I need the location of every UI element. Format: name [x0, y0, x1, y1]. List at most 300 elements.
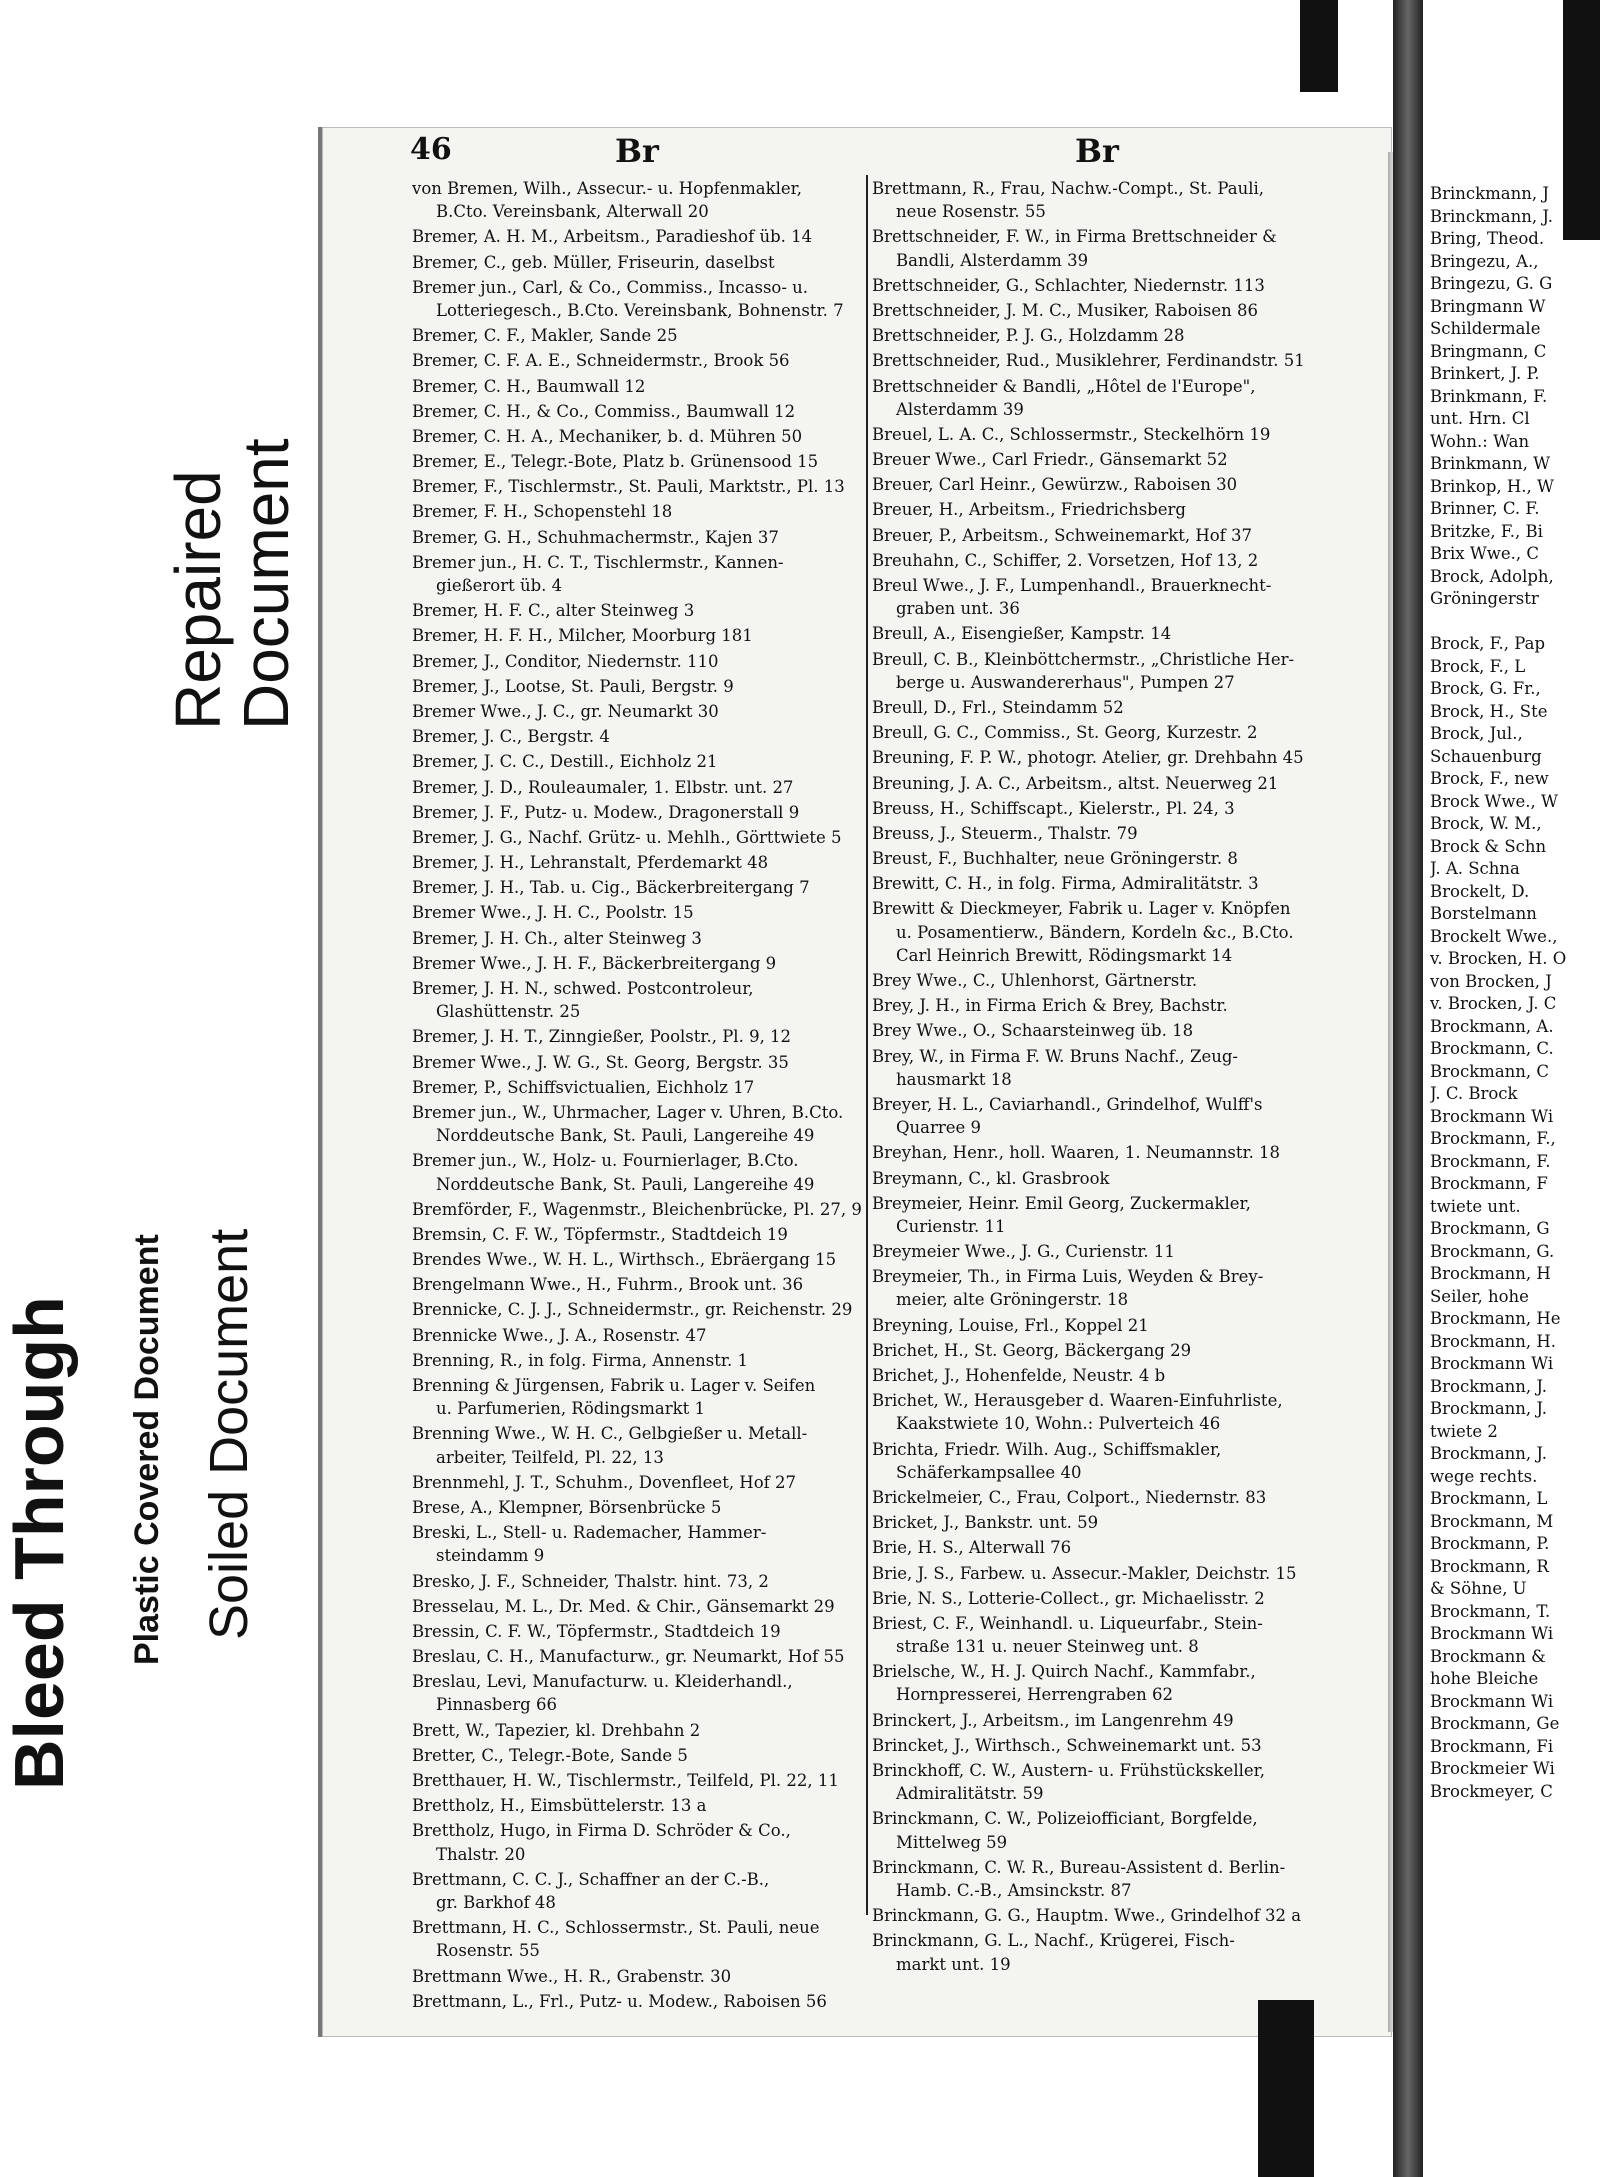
next-page-entry: Brock, Jul.,	[1430, 724, 1523, 743]
directory-entry	[872, 1364, 1330, 1387]
directory-entry	[872, 324, 1330, 347]
directory-entry	[872, 299, 1330, 322]
entry-line: Brenning & Jürgensen, Fabrik u. Lager v. Seifen	[412, 1376, 816, 1395]
directory-entry	[872, 994, 1330, 1017]
entry-line: B.Cto. Vereinsbank, Alterwall 20	[436, 202, 709, 222]
clip-top	[1300, 0, 1338, 92]
entry-line: Brey, W., in Firma F. W. Bruns Nachf., Zeug-	[872, 1046, 1238, 1066]
directory-entry	[412, 1349, 870, 1372]
directory-entry	[412, 450, 870, 473]
entry-line: Bricket, J., Bankstr. unt. 59	[872, 1513, 1099, 1533]
directory-entry	[412, 1025, 870, 1048]
entry-line: Brichet, H., St. Georg, Bäckergang 29	[872, 1340, 1192, 1360]
entry-line: Lotteriegesch., B.Cto. Vereinsbank, Bohnenstr. 7	[436, 300, 844, 320]
entry-line: Breuer, P., Arbeitsm., Schweinemarkt, Hof 37	[872, 525, 1252, 545]
next-page-entry: J. A. Schna	[1430, 859, 1520, 878]
directory-entry	[872, 1438, 1330, 1484]
entry-line: Bandli, Alsterdamm 39	[896, 250, 1089, 270]
entry-line: Briest, C. F., Weinhandl. u. Liqueurfabr., Stein-	[872, 1613, 1263, 1633]
directory-entry	[412, 1744, 870, 1767]
directory-entry	[412, 1496, 870, 1519]
directory-entry	[412, 1248, 870, 1271]
directory-entry	[412, 1965, 870, 1988]
next-page-entry: Brockmann, Fi	[1430, 1736, 1554, 1756]
directory-entry	[872, 648, 1330, 694]
next-page-entry: & Söhne, U	[1430, 1579, 1527, 1598]
next-page-entry: Brockmann, H	[1430, 1264, 1551, 1283]
entry-line: u. Parfumerien, Rödingsmarkt 1	[436, 1399, 705, 1419]
entry-line: Breuer Wwe., Carl Friedr., Gänsemarkt 52	[872, 450, 1228, 470]
label-plastic-covered: Plastic Covered Document	[128, 1234, 166, 1665]
entry-line: Brettmann, C. C. J., Schaffner an der C.-B.,	[412, 1869, 770, 1889]
entry-line: Bressin, C. F. W., Töpfermstr., Stadtdeich 19	[412, 1621, 781, 1641]
entry-line: Brenning Wwe., W. H. C., Gelbgießer u. Metall-	[412, 1424, 808, 1444]
entry-line: Bretter, C., Telegr.-Bote, Sande 5	[412, 1745, 688, 1765]
entry-line: Breust, F., Buchhalter, neue Gröningerstr. 8	[872, 849, 1238, 869]
entry-line: Bremer Wwe., J. H. C., Poolstr. 15	[412, 903, 694, 923]
next-page-entry: Brockmeyer, C	[1430, 1781, 1553, 1801]
next-page-entry: Brockmann, R	[1430, 1556, 1549, 1576]
directory-entry	[412, 776, 870, 799]
directory-entry	[412, 826, 870, 849]
next-page-entry: Brockmann, C.	[1430, 1039, 1554, 1058]
directory-entry	[412, 1769, 870, 1792]
next-page-entry: Schildermale	[1430, 319, 1541, 338]
directory-entry	[412, 1101, 870, 1147]
entry-line: Bremer, P., Schiffsvictualien, Eichholz 17	[412, 1077, 755, 1097]
entry-line: Bremer Wwe., J. W. G., St. Georg, Bergstr. 35	[412, 1052, 789, 1072]
entry-line: Brettschneider, F. W., in Firma Brettschneider &	[872, 227, 1277, 247]
label-repaired-word: Repaired	[162, 470, 234, 730]
entry-line: Bremer, H. F. C., alter Steinweg 3	[412, 601, 695, 621]
next-page-entry: Brockmann, J.	[1430, 1444, 1547, 1463]
directory-entry	[872, 872, 1330, 895]
directory-entry	[872, 1709, 1330, 1732]
entry-line: gießerort üb. 4	[436, 576, 563, 595]
next-page-entry: Brinckmann, J	[1430, 184, 1549, 203]
entry-line: Bremer, J. H. T., Zinngießer, Poolstr., Pl. 9, 12	[412, 1027, 792, 1047]
entry-line: Bremer, F. H., Schopenstehl 18	[412, 502, 673, 522]
entry-line: Brewitt, C. H., in folg. Firma, Admiralitätstr. 3	[872, 874, 1259, 894]
next-page-entry: Bringezu, G. G	[1430, 274, 1553, 293]
running-head-right: Br	[1075, 132, 1119, 170]
next-page-entry: Brinkop, H., W	[1430, 476, 1554, 496]
entry-line: Bremer, J. G., Nachf. Grütz- u. Mehlh., Görttwiete 5	[412, 827, 842, 847]
entry-line: Breski, L., Stell- u. Rademacher, Hammer-	[412, 1523, 767, 1543]
next-page-entry: Bringezu, A.,	[1430, 251, 1539, 271]
directory-entry	[412, 1868, 870, 1914]
entry-line: Bremer, C. F. A. E., Schneidermstr., Brook 56	[412, 351, 790, 371]
directory-entry	[872, 1389, 1330, 1435]
directory-entry	[412, 599, 870, 622]
entry-line: Brewitt & Dieckmeyer, Fabrik u. Lager v. Knöpfen	[872, 899, 1291, 919]
directory-column-left	[412, 177, 870, 2015]
directory-entry	[412, 324, 870, 347]
entry-line: Norddeutsche Bank, St. Pauli, Langereihe 49	[436, 1174, 815, 1194]
next-page-entry: Brockmann, A.	[1430, 1016, 1554, 1036]
entry-line: Breull, D., Frl., Steindamm 52	[872, 697, 1124, 717]
next-page-entry: twiete 2	[1430, 1421, 1498, 1441]
directory-entry	[872, 1167, 1330, 1190]
entry-line: Brichet, J., Hohenfelde, Neustr. 4 b	[872, 1366, 1166, 1385]
entry-line: Brettmann, R., Frau, Nachw.-Compt., St. Pauli,	[872, 179, 1265, 198]
next-page-entry: v. Brocken, H. O	[1430, 949, 1567, 968]
next-page-entry: Brockmann, T.	[1430, 1601, 1551, 1621]
directory-entry	[412, 425, 870, 448]
label-repaired-document	[162, 438, 302, 730]
next-page-entry: Brockmann, G	[1430, 1219, 1550, 1238]
entry-line: Breyer, H. L., Caviarhandl., Grindelhof, Wulff's	[872, 1094, 1263, 1114]
next-page-entry: Schauenburg	[1430, 746, 1542, 766]
entry-line: Bremer jun., Carl, & Co., Commiss., Incasso- u.	[412, 277, 809, 297]
directory-entry	[412, 977, 870, 1023]
next-page-entry: Bringmann, C	[1430, 341, 1547, 361]
entry-line: Rosenstr. 55	[436, 1941, 540, 1961]
directory-entry	[412, 400, 870, 423]
directory-entry	[872, 1019, 1330, 1042]
directory-entry	[872, 1929, 1330, 1975]
directory-entry	[412, 1670, 870, 1716]
entry-line: Brettholz, H., Eimsbüttelerstr. 13 a	[412, 1796, 707, 1816]
entry-line: Brenning, R., in folg. Firma, Annenstr. 1	[412, 1350, 748, 1370]
next-page-entry: Britzke, F., Bi	[1430, 521, 1543, 541]
entry-line: Brennmehl, J. T., Schuhm., Dovenfleet, Hof 27	[412, 1472, 796, 1492]
directory-entry	[412, 1198, 870, 1221]
directory-entry	[412, 700, 870, 723]
directory-entry	[872, 622, 1330, 645]
next-page-entry: Gröningerstr	[1430, 589, 1539, 608]
next-page-entry: Brockmann, F.,	[1430, 1129, 1556, 1148]
directory-entry	[412, 624, 870, 647]
entry-line: u. Posamentierw., Bändern, Kordeln &c., B.Cto.	[896, 922, 1294, 942]
directory-entry	[872, 1807, 1330, 1853]
directory-entry	[872, 574, 1330, 620]
directory-entry	[412, 1620, 870, 1643]
directory-entry	[412, 1422, 870, 1468]
entry-line: Bremer, J. H. N., schwed. Postcontroleur,	[412, 979, 754, 998]
entry-line: neue Rosenstr. 55	[896, 202, 1046, 222]
directory-entry	[872, 1562, 1330, 1585]
directory-entry	[412, 927, 870, 950]
directory-entry	[872, 1486, 1330, 1509]
entry-line: Admiralitätstr. 59	[896, 1784, 1044, 1804]
entry-line: Brennicke, C. J. J., Schneidermstr., gr. Reichenstr. 29	[412, 1300, 853, 1320]
directory-entry	[412, 375, 870, 398]
next-page-entry: Brock, F., L	[1430, 656, 1526, 676]
next-page-entry: Brock, F., Pap	[1430, 634, 1546, 653]
entry-line: Bremer, C., geb. Müller, Friseurin, daselbst	[412, 252, 775, 272]
entry-line: Bremer, F., Tischlermstr., St. Pauli, Marktstr., Pl. 13	[412, 477, 845, 497]
directory-entry	[872, 1536, 1330, 1559]
entry-line: Brie, J. S., Farbew. u. Assecur.-Makler, Deichstr. 15	[872, 1563, 1297, 1583]
next-page-entry: Bring, Theod.	[1430, 229, 1545, 248]
entry-line: Brey Wwe., C., Uhlenhorst, Gärtnerstr.	[872, 971, 1198, 990]
next-page-entry: twiete unt.	[1430, 1196, 1521, 1216]
entry-line: Quarree 9	[896, 1118, 982, 1138]
directory-entry	[412, 1223, 870, 1246]
directory-entry	[412, 349, 870, 372]
directory-entry	[412, 1521, 870, 1567]
entry-line: Bremer, J. C. C., Destill., Eichholz 21	[412, 752, 718, 772]
running-head-left: Br	[615, 132, 659, 170]
entry-line: Bremer, G. H., Schuhmachermstr., Kajen 37	[412, 527, 779, 547]
directory-entry	[412, 526, 870, 549]
entry-line: Breul Wwe., J. F., Lumpenhandl., Brauerknecht-	[872, 576, 1272, 595]
directory-entry	[412, 650, 870, 673]
book-binding	[1393, 0, 1423, 2177]
entry-line: Bremer, J., Lootse, St. Pauli, Bergstr. 9	[412, 676, 734, 696]
entry-line: Breuss, J., Steuerm., Thalstr. 79	[872, 823, 1138, 843]
entry-line: Schäferkampsallee 40	[896, 1462, 1082, 1482]
entry-line: Bremer, J. H., Lehranstalt, Pferdemarkt 48	[412, 853, 769, 873]
entry-line: Breslau, Levi, Manufacturw. u. Kleiderhandl.,	[412, 1672, 793, 1692]
entry-line: Brettmann, H. C., Schlossermstr., St. Pauli, neue	[412, 1918, 820, 1938]
directory-entry	[412, 952, 870, 975]
directory-entry	[872, 1265, 1330, 1311]
entry-line: Brettmann, L., Frl., Putz- u. Modew., Raboisen 56	[412, 1991, 827, 2011]
entry-line: arbeiter, Teilfeld, Pl. 22, 13	[436, 1447, 664, 1467]
entry-line: Brett, W., Tapezier, kl. Drehbahn 2	[412, 1720, 701, 1740]
entry-line: Brennicke Wwe., J. A., Rosenstr. 47	[412, 1325, 707, 1345]
entry-line: Thalstr. 20	[436, 1844, 526, 1864]
directory-entry	[412, 675, 870, 698]
directory-entry	[872, 1734, 1330, 1757]
directory-entry	[872, 1904, 1330, 1927]
directory-entry	[412, 1324, 870, 1347]
entry-line: Brinckmann, C. W. R., Bureau-Assistent d. Berlin-	[872, 1857, 1286, 1877]
directory-entry	[412, 1719, 870, 1742]
directory-entry	[872, 1511, 1330, 1534]
entry-line: Breuel, L. A. C., Schlossermstr., Steckelhörn 19	[872, 424, 1271, 444]
directory-entry	[872, 423, 1330, 446]
next-page-entry: Brock, H., Ste	[1430, 701, 1548, 721]
next-page-entry: Brock, F., new	[1430, 769, 1549, 788]
entry-line: Brettschneider, Rud., Musiklehrer, Ferdinandstr. 51	[872, 351, 1305, 371]
entry-line: Bresko, J. F., Schneider, Thalstr. hint. 73, 2	[412, 1571, 769, 1591]
entry-line: Bremer Wwe., J. H. F., Bäckerbreitergang 9	[412, 953, 777, 973]
entry-line: Brinckmann, C. W., Polizeiofficiant, Borgfelde,	[872, 1809, 1258, 1829]
label-bleed-through: Bleed Through	[0, 1296, 78, 1790]
entry-line: Brinckhoff, C. W., Austern- u. Frühstückskeller,	[872, 1761, 1265, 1780]
entry-line: Bremer, J. H., Tab. u. Cig., Bäckerbreitergang 7	[412, 878, 810, 898]
next-page-entry: Brockmann, L	[1430, 1489, 1548, 1508]
directory-entry	[872, 375, 1330, 421]
entry-line: graben unt. 36	[896, 599, 1020, 619]
page-number: 46	[410, 132, 452, 167]
directory-entry	[412, 500, 870, 523]
entry-line: Breyning, Louise, Frl., Koppel 21	[872, 1315, 1149, 1335]
entry-line: Breuning, F. P. W., photogr. Atelier, gr. Drehbahn 45	[872, 748, 1304, 768]
directory-entry	[872, 1587, 1330, 1610]
entry-line: Brinckmann, G. L., Nachf., Krügerei, Fisch-	[872, 1931, 1235, 1951]
next-page-entry: Brockmann Wi	[1430, 1354, 1554, 1373]
next-page-entry: Borstelmann	[1430, 904, 1537, 923]
directory-entry	[872, 1240, 1330, 1263]
clip-bottom	[1258, 2000, 1314, 2177]
next-page-entry: Brock & Schn	[1430, 836, 1547, 856]
directory-entry	[872, 746, 1330, 769]
next-page-entry: Brockmann, He	[1430, 1309, 1561, 1328]
directory-entry	[872, 524, 1330, 547]
directory-entry	[412, 1273, 870, 1296]
entry-line: berge u. Auswandererhaus", Pumpen 27	[896, 672, 1235, 692]
entry-line: Bremer, J. F., Putz- u. Modew., Dragonerstall 9	[412, 802, 800, 822]
next-page-entry: Brock, W. M.,	[1430, 814, 1542, 833]
directory-entry	[872, 1612, 1330, 1658]
next-page-entry: Brock, Adolph,	[1430, 566, 1554, 586]
directory-entry	[872, 448, 1330, 471]
entry-line: Brinckert, J., Arbeitsm., im Langenrehm 49	[872, 1710, 1234, 1730]
entry-line: Brettholz, Hugo, in Firma D. Schröder & Co.,	[412, 1821, 791, 1841]
directory-entry	[412, 1374, 870, 1420]
directory-entry	[412, 1149, 870, 1195]
directory-entry	[412, 851, 870, 874]
directory-entry	[412, 251, 870, 274]
directory-entry	[412, 1076, 870, 1099]
entry-line: Glashüttenstr. 25	[436, 1002, 581, 1022]
entry-line: Bremer, E., Telegr.-Bote, Platz b. Grünensood 15	[412, 452, 819, 472]
entry-line: Bremer, J. C., Bergstr. 4	[412, 727, 610, 747]
entry-line: steindamm 9	[436, 1546, 545, 1566]
entry-line: Brey Wwe., O., Schaarsteinweg üb. 18	[872, 1021, 1194, 1041]
next-page-entry	[1430, 611, 1600, 634]
entry-line: Curienstr. 11	[896, 1216, 1006, 1236]
entry-line: Bremer, J. D., Rouleaumaler, 1. Elbstr. unt. 27	[412, 777, 794, 797]
entry-line: Brichet, W., Herausgeber d. Waaren-Einfuhrliste,	[872, 1391, 1283, 1411]
next-page-entry: wege rechts.	[1430, 1466, 1538, 1486]
directory-entry	[872, 822, 1330, 845]
entry-line: Mittelweg 59	[896, 1832, 1008, 1852]
next-page-entry: Brockmann Wi	[1430, 1106, 1554, 1126]
entry-line: Breyhan, Henr., holl. Waaren, 1. Neumannstr. 18	[872, 1143, 1281, 1163]
entry-line: von Bremen, Wilh., Assecur.- u. Hopfenmakler,	[412, 179, 802, 198]
directory-entry	[412, 1819, 870, 1865]
next-page-entry: Brockmann, F	[1430, 1174, 1548, 1193]
label-soiled-document: Soiled Document	[199, 1228, 259, 1640]
next-page-entry: Brockmann, G.	[1430, 1241, 1555, 1261]
directory-entry	[412, 276, 870, 322]
entry-line: Bremer, J. H. Ch., alter Steinweg 3	[412, 928, 702, 948]
entry-line: Bremer, C. F., Makler, Sande 25	[412, 326, 678, 346]
directory-entry	[872, 1192, 1330, 1238]
next-page-entry: Brix Wwe., C	[1430, 544, 1540, 563]
entry-line: meier, alte Gröningerstr. 18	[896, 1290, 1129, 1310]
next-page-entry: Brockmann, H.	[1430, 1331, 1557, 1351]
entry-line: straße 131 u. neuer Steinweg unt. 8	[896, 1637, 1199, 1657]
directory-entry	[412, 801, 870, 824]
directory-entry	[872, 1856, 1330, 1902]
directory-entry	[872, 772, 1330, 795]
entry-line: markt unt. 19	[896, 1954, 1011, 1974]
entry-line: Bremer, C. H., Baumwall 12	[412, 376, 646, 396]
next-page-entry: Brockmann, F.	[1430, 1151, 1551, 1171]
entry-line: Norddeutsche Bank, St. Pauli, Langereihe 49	[436, 1126, 815, 1146]
directory-entry	[412, 551, 870, 597]
next-page-entry: Brockmann, M	[1430, 1511, 1554, 1531]
directory-entry	[412, 1794, 870, 1817]
label-document-word: Document	[230, 438, 302, 730]
entry-line: Bremer jun., W., Uhrmacher, Lager v. Uhren, B.Cto.	[412, 1102, 844, 1122]
directory-entry	[872, 1759, 1330, 1805]
entry-line: Brettschneider, J. M. C., Musiker, Raboisen 86	[872, 300, 1259, 320]
entry-line: Brengelmann Wwe., H., Fuhrm., Brook unt. 36	[412, 1275, 804, 1295]
entry-line: Bremer, J., Conditor, Niedernstr. 110	[412, 651, 719, 671]
directory-entry	[412, 1570, 870, 1593]
next-page-entry: Brockmann, J.	[1430, 1376, 1547, 1396]
directory-entry	[872, 1093, 1330, 1139]
entry-line: Bremer, H. F. H., Milcher, Moorburg 181	[412, 626, 753, 646]
entry-line: Breslau, C. H., Manufacturw., gr. Neumarkt, Hof 55	[412, 1647, 845, 1667]
entry-line: Brie, H. S., Alterwall 76	[872, 1538, 1072, 1558]
entry-line: Breull, A., Eisengießer, Kampstr. 14	[872, 624, 1172, 644]
directory-entry	[412, 1916, 870, 1962]
entry-line: Breuning, J. A. C., Arbeitsm., altst. Neuerweg 21	[872, 773, 1279, 793]
directory-entry	[412, 225, 870, 248]
next-page-entry: Brinner, C. F.	[1430, 499, 1540, 518]
directory-entry	[412, 876, 870, 899]
directory-entry	[872, 1141, 1330, 1164]
directory-entry	[412, 901, 870, 924]
entry-line: Hornpresserei, Herrengraben 62	[896, 1685, 1173, 1705]
entry-line: Brinckmann, G. G., Hauptm. Wwe., Grindelhof 32 a	[872, 1906, 1302, 1926]
entry-line: Breuer, H., Arbeitsm., Friedrichsberg	[872, 500, 1186, 520]
entry-line: Hamb. C.-B., Amsinckstr. 87	[896, 1880, 1132, 1900]
next-page-entry: Brockmann &	[1430, 1646, 1546, 1666]
directory-entry	[412, 1645, 870, 1668]
next-page-entry: hohe Bleiche	[1430, 1669, 1539, 1688]
directory-entry	[872, 473, 1330, 496]
entry-line: Bremer Wwe., J. C., gr. Neumarkt 30	[412, 701, 719, 721]
directory-entry	[412, 1051, 870, 1074]
directory-entry	[872, 1045, 1330, 1091]
entry-line: Bresselau, M. L., Dr. Med. & Chir., Gänsemarkt 29	[412, 1596, 835, 1616]
next-page-entry: Brockmeier Wi	[1430, 1759, 1555, 1778]
entry-line: gr. Barkhof 48	[436, 1892, 556, 1912]
entry-line: Breymeier Wwe., J. G., Curienstr. 11	[872, 1242, 1175, 1262]
entry-line: Bremer jun., H. C. T., Tischlermstr., Kannen-	[412, 552, 784, 572]
entry-line: Kaakstwiete 10, Wohn.: Pulverteich 46	[896, 1414, 1221, 1434]
next-page-entry: J. C. Brock	[1430, 1084, 1518, 1103]
directory-entry	[412, 1298, 870, 1321]
directory-entry	[412, 1471, 870, 1494]
next-page-entry: unt. Hrn. Cl	[1430, 409, 1530, 428]
directory-entry	[872, 969, 1330, 992]
next-page-entry: Brockmann, Ge	[1430, 1714, 1560, 1733]
entry-line: Brickelmeier, C., Frau, Colport., Niedernstr. 83	[872, 1487, 1267, 1507]
directory-entry	[412, 1595, 870, 1618]
entry-line: Carl Heinrich Brewitt, Rödingsmarkt 14	[896, 945, 1233, 965]
next-page-entry: Bringmann W	[1430, 296, 1546, 316]
entry-line: Bremsin, C. F. W., Töpfermstr., Stadtdeich 19	[412, 1224, 788, 1244]
next-page-entry: Brock Wwe., W	[1430, 791, 1558, 811]
next-page-entry: Brockmann Wi	[1430, 1691, 1554, 1711]
directory-entry	[412, 1990, 870, 2013]
directory-entry	[872, 549, 1330, 572]
directory-entry	[872, 177, 1330, 223]
directory-entry	[872, 349, 1330, 372]
entry-line: Breymeier, Th., in Firma Luis, Weyden & Brey-	[872, 1267, 1264, 1287]
next-page-entry: Brockmann Wi	[1430, 1624, 1554, 1643]
entry-line: Brey, J. H., in Firma Erich & Brey, Bachstr.	[872, 996, 1228, 1016]
entry-line: Breuss, H., Schiffscapt., Kielerstr., Pl. 24, 3	[872, 798, 1235, 818]
directory-entry	[872, 1314, 1330, 1337]
directory-entry	[412, 725, 870, 748]
next-page-entry: Brockelt, D.	[1430, 881, 1530, 901]
entry-line: Brettmann Wwe., H. R., Grabenstr. 30	[412, 1966, 732, 1986]
entry-line: Brielsche, W., H. J. Quirch Nachf., Kammfabr.,	[872, 1662, 1256, 1682]
entry-line: Breull, C. B., Kleinböttchermstr., „Christliche Her-	[872, 649, 1295, 669]
next-page-entry: Brinkert, J. P.	[1430, 364, 1540, 383]
